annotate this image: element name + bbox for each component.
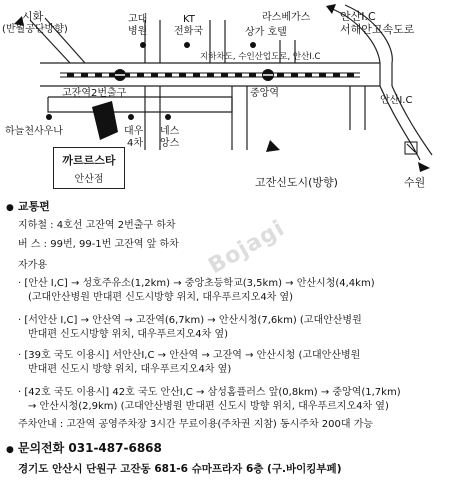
sangga-dot (250, 42, 256, 48)
route-4-line-1: · [42호 국도 이용시] 42호 국도 안산I,C → 삼성홈플러스 앞(0,8km) → 중앙역(1,7km) (18, 387, 401, 398)
route-1-line-2: (고대안산병원 반대편 신도시방향 위치, 대우푸르지오4차 옆) (28, 292, 294, 303)
store-branch: 안산점 (74, 174, 104, 185)
gojan-station-icon (114, 69, 126, 81)
label-sihwa: 시화 (22, 10, 44, 23)
sauna-dot (46, 114, 52, 120)
label-ansan-ic-right: 안산I.C (380, 95, 413, 106)
store-name: 까르르스타 (62, 154, 116, 167)
block-road-bottom (48, 97, 232, 112)
label-kt: KT (183, 14, 195, 25)
route-1-line-1: · [안산 I,C] → 성호주유소(1,2km) → 중앙초등학교(3,5km) → 안산시청(4,4km) (18, 278, 375, 289)
label-daewoo2: 4차 (127, 138, 144, 149)
store-box (53, 147, 125, 189)
label-nes: 네스 (160, 126, 180, 137)
route-2-line-2: 반대편 신도시방향 위치, 대우푸르지오4차 옆) (28, 329, 229, 340)
label-lasvegas: 라스베가스 (262, 12, 311, 23)
arrow-suwon-icon (418, 162, 430, 172)
arrow-ansan-ic-icon (326, 4, 336, 14)
label-kt2: 전화국 (174, 26, 203, 37)
bus-info: 버 스 : 99번, 99-1번 고잔역 앞 하차 (18, 239, 179, 250)
jungang-station-icon (262, 69, 274, 81)
route-3-line-2: 반대편 신도시 방향 위치, 대우푸르지오4차 옆) (28, 364, 232, 375)
label-gojan-exit: 고잔역2번출구 (62, 88, 127, 99)
route-2-line-1: · [서안산 I,C] → 안산역 → 고잔역(6,7km) → 안산시청(7,6km) (고대안산병원 (18, 315, 362, 326)
subway-info: 지하철 : 4호선 고잔역 2번출구 하차 (18, 220, 176, 231)
kt-dot (184, 42, 190, 48)
daewoo-dot (128, 114, 134, 120)
label-suwon: 수원 (404, 176, 426, 189)
route-3-line-1: · [39호 국도 이용시] 서안산I,C → 안산역 → 고잔역 → 안산시청 (고대안산병원 (18, 350, 361, 361)
label-gojan-new: 고잔신도시(방향) (255, 176, 338, 189)
car-header: 자가용 (18, 260, 47, 271)
label-godae2: 병원 (128, 26, 148, 37)
label-ansan-ic: 안산I.C (340, 10, 376, 23)
store-building-icon (92, 101, 118, 140)
route-4-line-2: → 안산시청(2,9km) (고대안산병원 반대편 신도시 방향 위치, 대우푸르지오4차 옆) (28, 401, 389, 412)
label-daewoo: 대우 (124, 126, 144, 137)
godae-dot (140, 42, 146, 48)
parking-info: 주차안내 : 고잔역 공영주차장 3시간 무료이용(주차권 지참) 동시주차 200대 가능 (18, 419, 374, 430)
label-ansan-ic2: 서해안고속도로 (340, 23, 415, 36)
label-sauna: 하늘천사우나 (5, 126, 63, 137)
nes-dot (165, 114, 171, 120)
label-sangga: 상가 호텔 (245, 27, 287, 38)
label-nes2: 앙스 (160, 138, 180, 149)
transport-header: ● 교통편 (6, 200, 50, 215)
arrow-gojan-icon (266, 140, 280, 152)
address-info: 경기도 안산시 단원구 고잔동 681-6 슈마프라자 6층 (구.바이킹부페) (18, 463, 342, 475)
label-jungang: 중앙역 (250, 88, 279, 99)
phone-info: ● 문의전화 031-487-6868 (6, 442, 162, 457)
label-sihwa-sub: (반월공단방향) (2, 24, 68, 35)
label-godae: 고대 (128, 14, 148, 25)
location-map (0, 0, 458, 195)
watermark: Bojagi (204, 215, 290, 280)
label-overpass: 지하차도, 수인산업도로, 안산I.C (200, 52, 321, 62)
